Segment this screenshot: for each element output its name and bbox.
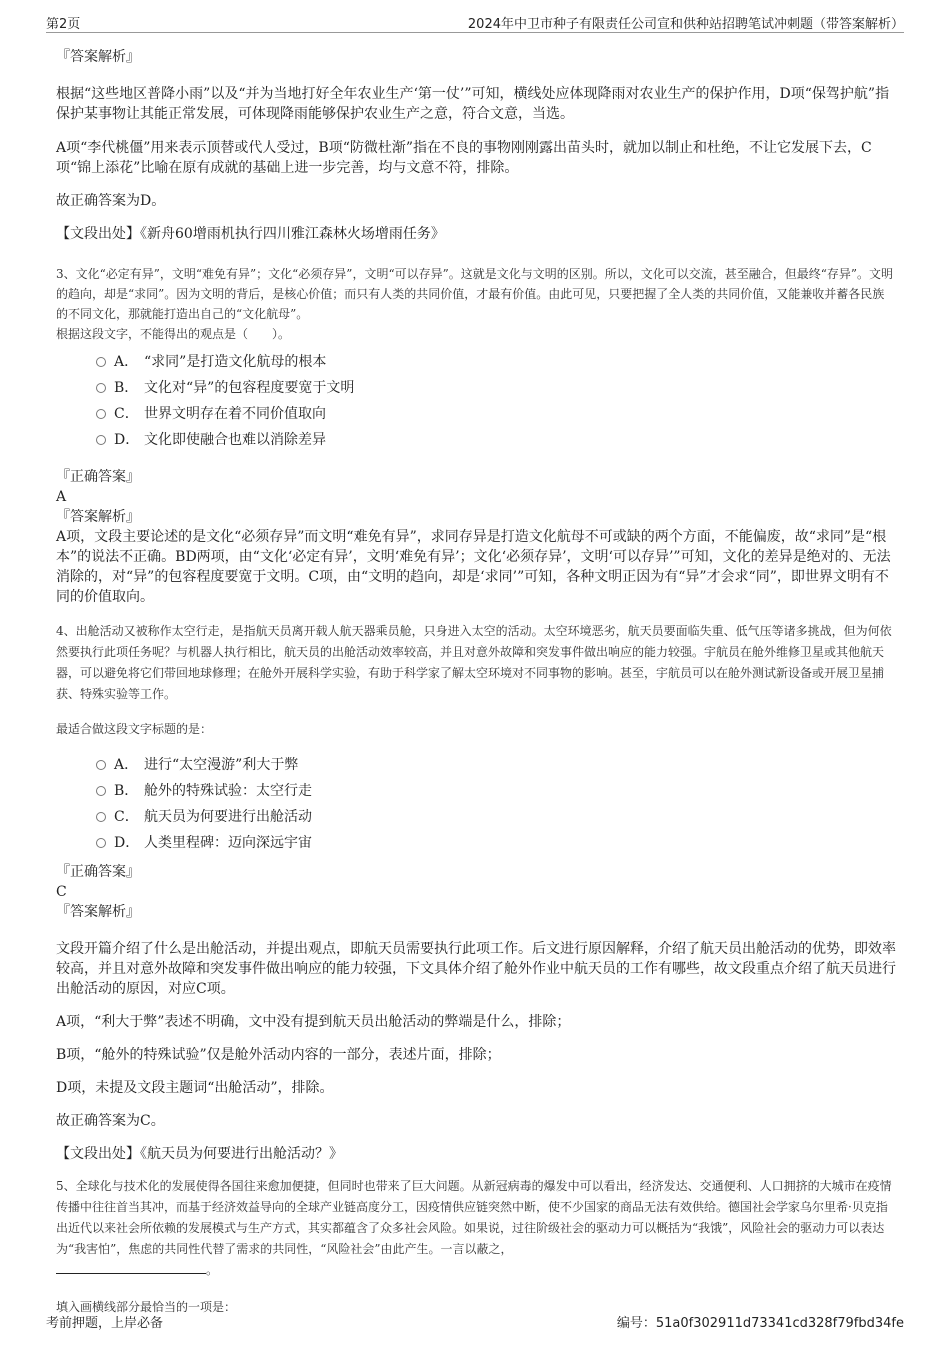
radio-icon[interactable] bbox=[96, 786, 106, 796]
option-letter: D． bbox=[114, 835, 140, 851]
source-note: 【文段出处】《新舟60增雨机执行四川雅江森林火场增雨任务》 bbox=[56, 226, 445, 242]
option-letter: B． bbox=[114, 783, 139, 799]
document-id: 编号：51a0f302911d73341cd328f79fbd34fe bbox=[616, 1316, 904, 1331]
question-5-end: 。 bbox=[206, 1263, 219, 1277]
page-number: 第2页 bbox=[46, 17, 81, 32]
analysis-conclusion: 故正确答案为C。 bbox=[56, 1113, 165, 1129]
option-letter: C． bbox=[114, 809, 139, 825]
question-4-prompt: 最适合做这段文字标题的是： bbox=[56, 722, 213, 736]
option-text: 航天员为何要进行出舱活动 bbox=[144, 809, 312, 825]
option-letter: C． bbox=[114, 406, 139, 422]
option-text: 舱外的特殊试验：太空行走 bbox=[144, 783, 312, 799]
option-text: 进行“太空漫游”利大于弊 bbox=[144, 757, 299, 773]
radio-icon[interactable] bbox=[96, 383, 106, 393]
radio-icon[interactable] bbox=[96, 838, 106, 848]
question-5-text bbox=[56, 1176, 896, 1281]
source-note: 【文段出处】《航天员为何要进行出舱活动？》 bbox=[56, 1146, 343, 1162]
analysis-paragraph: D项，未提及文段主题词“出舱活动”，排除。 bbox=[56, 1080, 334, 1096]
analysis-paragraph: B项，“舱外的特殊试验”仅是舱外活动内容的一部分，表述片面，排除； bbox=[56, 1047, 501, 1063]
option-d[interactable] bbox=[56, 427, 896, 453]
question-5-prompt: 填入画横线部分最恰当的一项是： bbox=[56, 1300, 237, 1314]
analysis-label: 『答案解析』 bbox=[56, 509, 140, 525]
option-letter: B． bbox=[114, 380, 139, 396]
page-header bbox=[46, 10, 904, 33]
option-c[interactable] bbox=[56, 804, 896, 830]
option-text: “求同”是打造文化航母的根本 bbox=[144, 354, 327, 370]
question-3-options bbox=[56, 349, 896, 453]
option-a[interactable] bbox=[56, 752, 896, 778]
option-text: 文化即使融合也难以消除差异 bbox=[144, 432, 326, 448]
answer-label: 『正确答案』 bbox=[56, 864, 140, 880]
analysis-conclusion: 故正确答案为D。 bbox=[56, 193, 166, 209]
option-d[interactable] bbox=[56, 830, 896, 856]
option-b[interactable] bbox=[56, 375, 896, 401]
radio-icon[interactable] bbox=[96, 760, 106, 770]
analysis-paragraph: A项，“利大于弊”表述不明确，文中没有提到航天员出舱活动的弊端是什么，排除； bbox=[56, 1014, 571, 1030]
question-4-options bbox=[56, 752, 896, 856]
option-a[interactable] bbox=[56, 349, 896, 375]
option-letter: A． bbox=[114, 757, 139, 773]
answer-value: A bbox=[56, 489, 67, 505]
option-letter: D． bbox=[114, 432, 140, 448]
option-text: 世界文明存在着不同价值取向 bbox=[144, 406, 326, 422]
option-c[interactable] bbox=[56, 401, 896, 427]
document-title: 2024年中卫市种子有限责任公司宣和供种站招聘笔试冲刺题（带答案解析） bbox=[467, 17, 904, 32]
question-3-prompt: 根据这段文字，不能得出的观点是（ ）。 bbox=[56, 327, 291, 341]
footer-slogan: 考前押题，上岸必备 bbox=[46, 1316, 164, 1331]
option-letter: A． bbox=[114, 354, 139, 370]
analysis-label: 『答案解析』 bbox=[56, 49, 140, 65]
option-text: 文化对“异”的包容程度要宽于文明 bbox=[144, 380, 355, 396]
radio-icon[interactable] bbox=[96, 435, 106, 445]
analysis-paragraph: 根据“这些地区普降小雨”以及“并为当地打好全年农业生产‘第一仗’”可知，横线处应体现降雨对农业生产的保护作用，D项“保驾护航”指保护某事物让其能正常发展，可体现降雨能够保护农业生产之意，符合文意，当选。 bbox=[56, 86, 890, 122]
analysis-paragraph: 文段开篇介绍了什么是出舱活动，并提出观点，即航天员需要执行此项工作。后文进行原因解释，介绍了航天员出舱活动的优势，即效率较高，并且对意外故障和突发事件做出响应的能力较强，下文具体介绍了舱外作业中航天员的工作有哪些，故文段重点介绍了航天员进行出舱活动的原因，对应C项。 bbox=[56, 941, 896, 997]
answer-value: C bbox=[56, 884, 67, 900]
radio-icon[interactable] bbox=[96, 812, 106, 822]
analysis-label: 『答案解析』 bbox=[56, 904, 140, 920]
option-b[interactable] bbox=[56, 778, 896, 804]
question-5-body: 5、全球化与技术化的发展使得各国往来愈加便捷，但同时也带来了巨大问题。从新冠病毒的爆发中可以看出，经济发达、交通便利、人口拥挤的大城市在疫情传播中往往首当其冲，而基于经济效益导向的全球产业链高度分工，因疫情供应链突然中断，使不少国家的商品无法有效供给。德国社会学家乌尔里希·贝克指出近代以来社会所依赖的发展模式与生产方式，其实都蕴含了众多社会风险。如果说，过往阶级社会的驱动力可以概括为“我饿”，风险社会的驱动力可以表达为“我害怕”，焦虑的共同性代替了需求的共同性，“风险社会”由此产生。一言以蔽之， bbox=[56, 1179, 892, 1256]
option-text: 人类里程碑：迈向深远宇宙 bbox=[144, 835, 312, 851]
radio-icon[interactable] bbox=[96, 409, 106, 419]
answer-label: 『正确答案』 bbox=[56, 469, 140, 485]
question-3-text: 3、文化“必定有异”，文明“难免有异”；文化“必须存异”，文明“可以存异”。这就是文化与文明的区别。所以，文化可以交流，甚至融合，但最终“存异”。文明的趋向，却是“求同”。因为文明的背后，是核心价值；而只有人类的共同价值，才最有价值。由此可见，只要把握了全人类的共同价值，又能兼收并蓄各民族的不同文化，那就能打造出自己的“文化航母”。 bbox=[56, 267, 893, 321]
analysis-paragraph: A项“李代桃僵”用来表示顶替或代人受过，B项“防微杜渐”指在不良的事物刚刚露出苗头时，就加以制止和杜绝，不让它发展下去，C项“锦上添花”比喻在原有成就的基础上进一步完善，均与文意不符，排除。 bbox=[56, 140, 872, 176]
question-4-text: 4、出舱活动又被称作太空行走，是指航天员离开载人航天器乘员舱，只身进入太空的活动。太空环境恶劣，航天员要面临失重、低气压等诸多挑战，但为何依然要执行此项任务呢？与机器人执行相比，航天员的出舱活动效率较高，并且对意外故障和突发事件做出响应的能力较强。宇航员在舱外维修卫星或其他航天器，可以避免将它们带回地球修理；在舱外开展科学实验，有助于科学家了解太空环境对不同事物的影响。甚至，宇航员可以在舱外测试新设备或开展卫星捕获、特殊实验等工作。 bbox=[56, 624, 892, 701]
document-body bbox=[56, 44, 896, 1317]
radio-icon[interactable] bbox=[96, 357, 106, 367]
analysis-paragraph: A项，文段主要论述的是文化“必须存异”而文明“难免有异”，求同存异是打造文化航母不可或缺的两个方面，不能偏废，故“求同”是“根本”的说法不正确。BD两项，由“文化‘必定有异’，文明‘难免有异’；文化‘必须存异’，文明‘可以存异’”可知，文化的差异是绝对的、无法消除的，对“异”的包容程度要宽于文明。C项，由“文明的趋向，却是‘求同’”可知，各种文明正因为有“异”才会求“同”，即世界文明有不同的价值取向。 bbox=[56, 529, 891, 605]
fill-blank bbox=[56, 1261, 206, 1274]
